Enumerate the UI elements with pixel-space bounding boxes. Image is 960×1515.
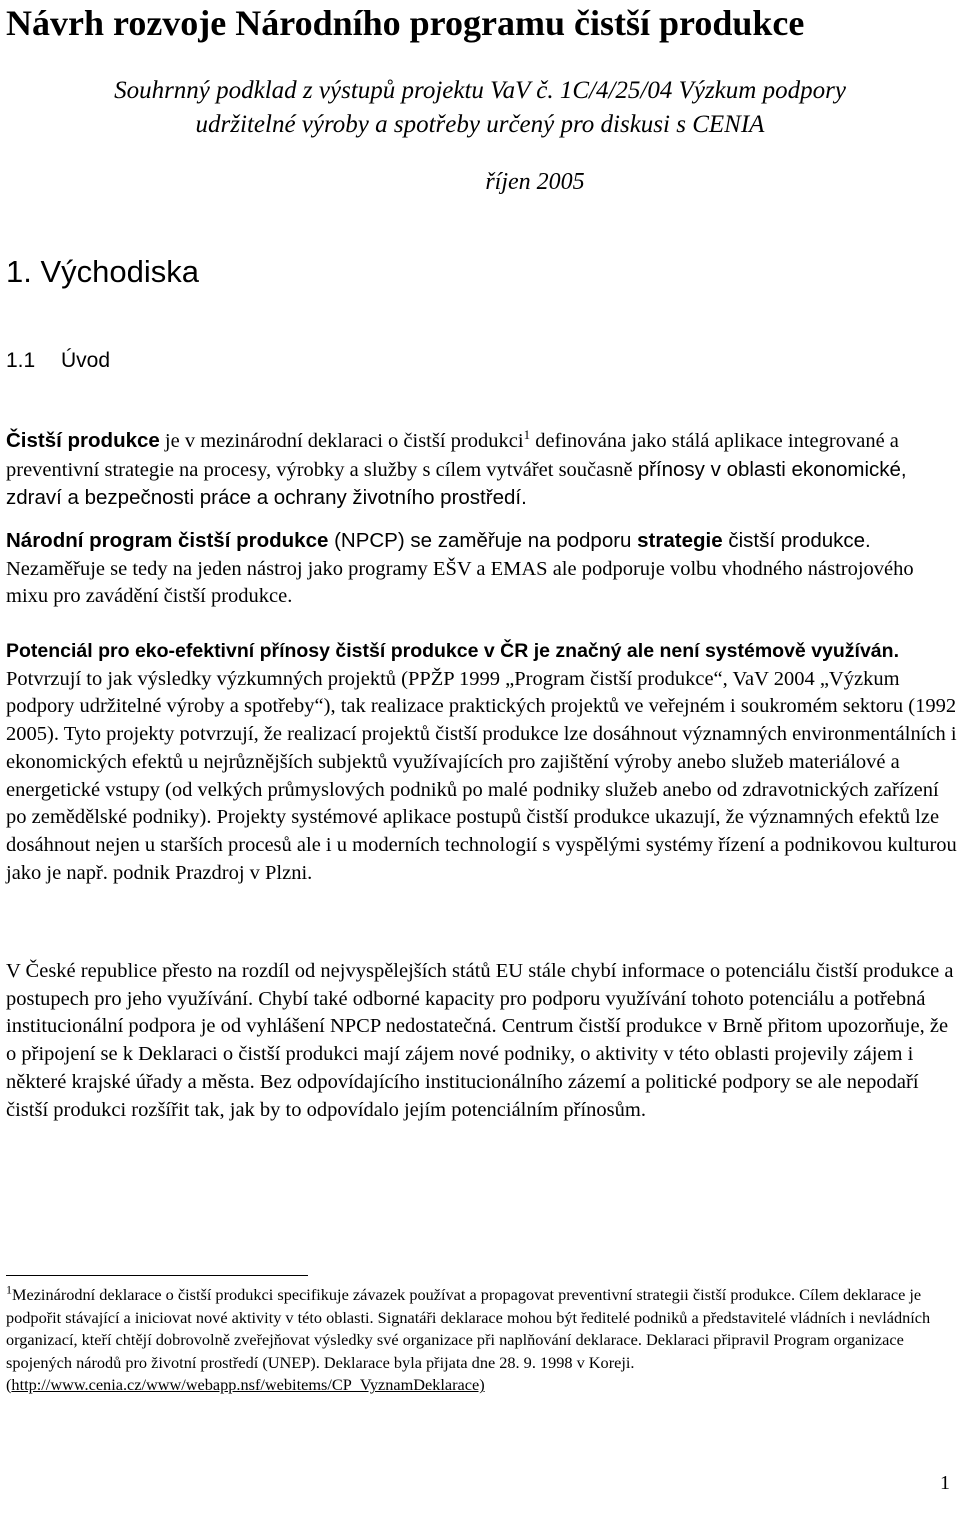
subtitle-line-1: Souhrnný podklad z výstupů projektu VaV č. 1C/4/25/04 Výzkum podpory bbox=[114, 77, 846, 104]
paragraph-1-text-b: definována jako stálá aplikace integrované a preventivní strategie na procesy, výrobky a služby s cílem vytvářet současně bbox=[6, 430, 899, 481]
footnote-reference[interactable]: 1 bbox=[523, 427, 531, 443]
footnote-text: Mezinárodní deklarace o čistší produkci specifikuje závazek používat a propagovat preventivní strategii čistší produkce. Cílem deklarace je podpořit stávající a iniciovat nové aktivity v této oblasti. Signatáři deklarace mohou být ředitelé podniků a představitelé vládních i nevládních organizací, kteří chtějí dobrovolně zveřejňovat výsledky své organizace při naplňování deklarace. Deklaraci připravil Program organizace spojených národů pro životní prostředí (UNEP). Deklarace byla přijata dne 28. 9. 1998 v Koreji. bbox=[6, 1285, 931, 1372]
paragraph-2-text-a: (NPCP) se zaměřuje na podporu bbox=[328, 529, 638, 552]
subsection-number: 1.1 bbox=[6, 349, 36, 372]
footnote-link-paren: ( bbox=[6, 1375, 12, 1395]
subsection-heading bbox=[6, 347, 110, 375]
footnote-separator bbox=[6, 1275, 308, 1276]
footnote-link[interactable]: http://www.cenia.cz/www/webapp.nsf/webitems/CP_VyznamDeklarace) bbox=[11, 1375, 485, 1395]
paragraph-1-text-a: je v mezinárodní deklaraci o čistší produkci bbox=[159, 430, 524, 452]
paragraph-2 bbox=[6, 527, 958, 611]
document-subtitle bbox=[0, 74, 960, 142]
paragraph-2-strong: strategie bbox=[637, 529, 723, 552]
subtitle-line-2: udržitelné výroby a spotřeby určený pro diskusi s CENIA bbox=[195, 111, 765, 138]
paragraph-4: V České republice přesto na rozdíl od nejvyspělejších států EU stále chybí informace o potenciálu čistší produkce a postupech pro jeho využívání. Chybí také odborné kapacity pro podporu využívání tohoto potenciálu a potřebná institucionální podpora je od vyhlášení NPCP nedostatečná. Centrum čistší produkce v Brně přitom upozorňuje, že o připojení se k Deklaraci o čistší produkci mají zájem nové podniky, o aktivity v této oblasti projevily zájem i některé krajské úřady a města. Bez odpovídajícího institucionálního zázemí a politické podpory se ale nepodaří čistší produkci rozšířit tak, jak by to odpovídalo jejím potenciálním přínosům. bbox=[6, 960, 954, 1121]
paragraph-3-lead: Potenciál pro eko-efektivní přínosy čistší produkce v ČR je značný ale není systémově využíván. bbox=[6, 640, 899, 662]
paragraph-2-text-c: Nezaměřuje se tedy na jeden nástroj jako programy EŠV a EMAS ale podporuje volbu vhodného nástrojového mixu pro zavádění čistší produkce. bbox=[6, 557, 914, 608]
paragraph-1-lead: Čistší produkce bbox=[6, 429, 160, 452]
paragraph-1-text-c: přínosy v oblasti ekonomické, zdraví a bezpečnosti práce a ochrany životního prostředí. bbox=[6, 457, 907, 510]
subsection-title: Úvod bbox=[61, 349, 111, 372]
paragraph-3 bbox=[6, 638, 958, 887]
page-number: 1 bbox=[940, 1472, 950, 1494]
paragraph-2-text-b: čistší produkce. bbox=[722, 529, 871, 552]
document-date: říjen 2005 bbox=[485, 169, 585, 195]
footnote-marker: 1 bbox=[6, 1282, 12, 1297]
section-heading: 1. Východiska bbox=[6, 254, 199, 289]
paragraph-2-lead: Národní program čistší produkce bbox=[6, 529, 329, 552]
document-title: Návrh rozvoje Národního programu čistší produkce bbox=[6, 3, 805, 43]
footnote bbox=[6, 1284, 956, 1397]
paragraph-1 bbox=[6, 427, 958, 513]
paragraph-3-text: Potvrzují to jak výsledky výzkumných projektů (PPŽP 1999 „Program čistší produkce“, VaV 2004 „Výzkum podpory udržitelné výroby a spotřeby“), tak realizace praktických projektů ve veřejném i soukromém sektoru (1992 2005). Tyto projekty potvrzují, že realizací projektů čistší produkce lze dosáhnout významných environmentálních i ekonomických efektů u nejrůznějších subjektů využívajících pro zajištění výroby anebo služeb materiálové a energetické vstupy (od velkých průmyslových podniků po malé podniky služeb anebo od zdravotnických zařízení po zemědělské podniky). Projekty systémové aplikace postupů čistší produkce ukazují, že významných efektů lze dosáhnout nejen u starších procesů ale i u moderních technologií s vyspělými systémy řízení a podnikovou kulturou jako je např. podnik Prazdroj v Plzni. bbox=[6, 667, 957, 884]
